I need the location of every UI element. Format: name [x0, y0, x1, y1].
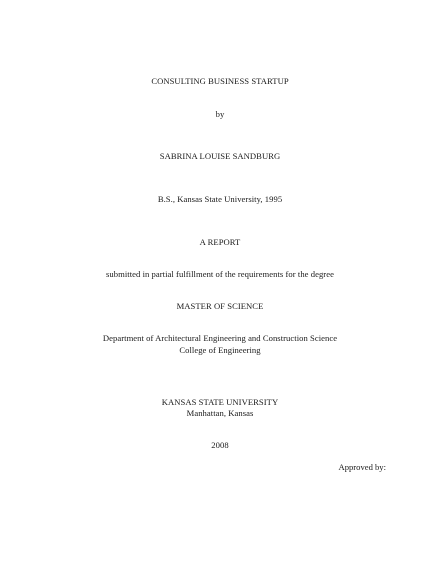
- college-name: College of Engineering: [179, 345, 261, 355]
- department-name: Department of Architectural Engineering and Construction Science: [102, 333, 338, 343]
- by-line: by: [215, 109, 225, 119]
- university-location: Manhattan, Kansas: [186, 408, 254, 418]
- university-name: KANSAS STATE UNIVERSITY: [161, 397, 279, 407]
- report-type: A REPORT: [199, 237, 241, 247]
- report-title: CONSULTING BUSINESS STARTUP: [151, 76, 289, 86]
- degree-name: MASTER OF SCIENCE: [176, 301, 264, 311]
- submission-year: 2008: [211, 440, 229, 450]
- author-name: SABRINA LOUISE SANDBURG: [159, 151, 281, 161]
- submission-statement: submitted in partial fulfillment of the requirements for the degree: [106, 269, 334, 279]
- prior-degree: B.S., Kansas State University, 1995: [157, 194, 283, 204]
- approval-label: Approved by:: [338, 462, 386, 472]
